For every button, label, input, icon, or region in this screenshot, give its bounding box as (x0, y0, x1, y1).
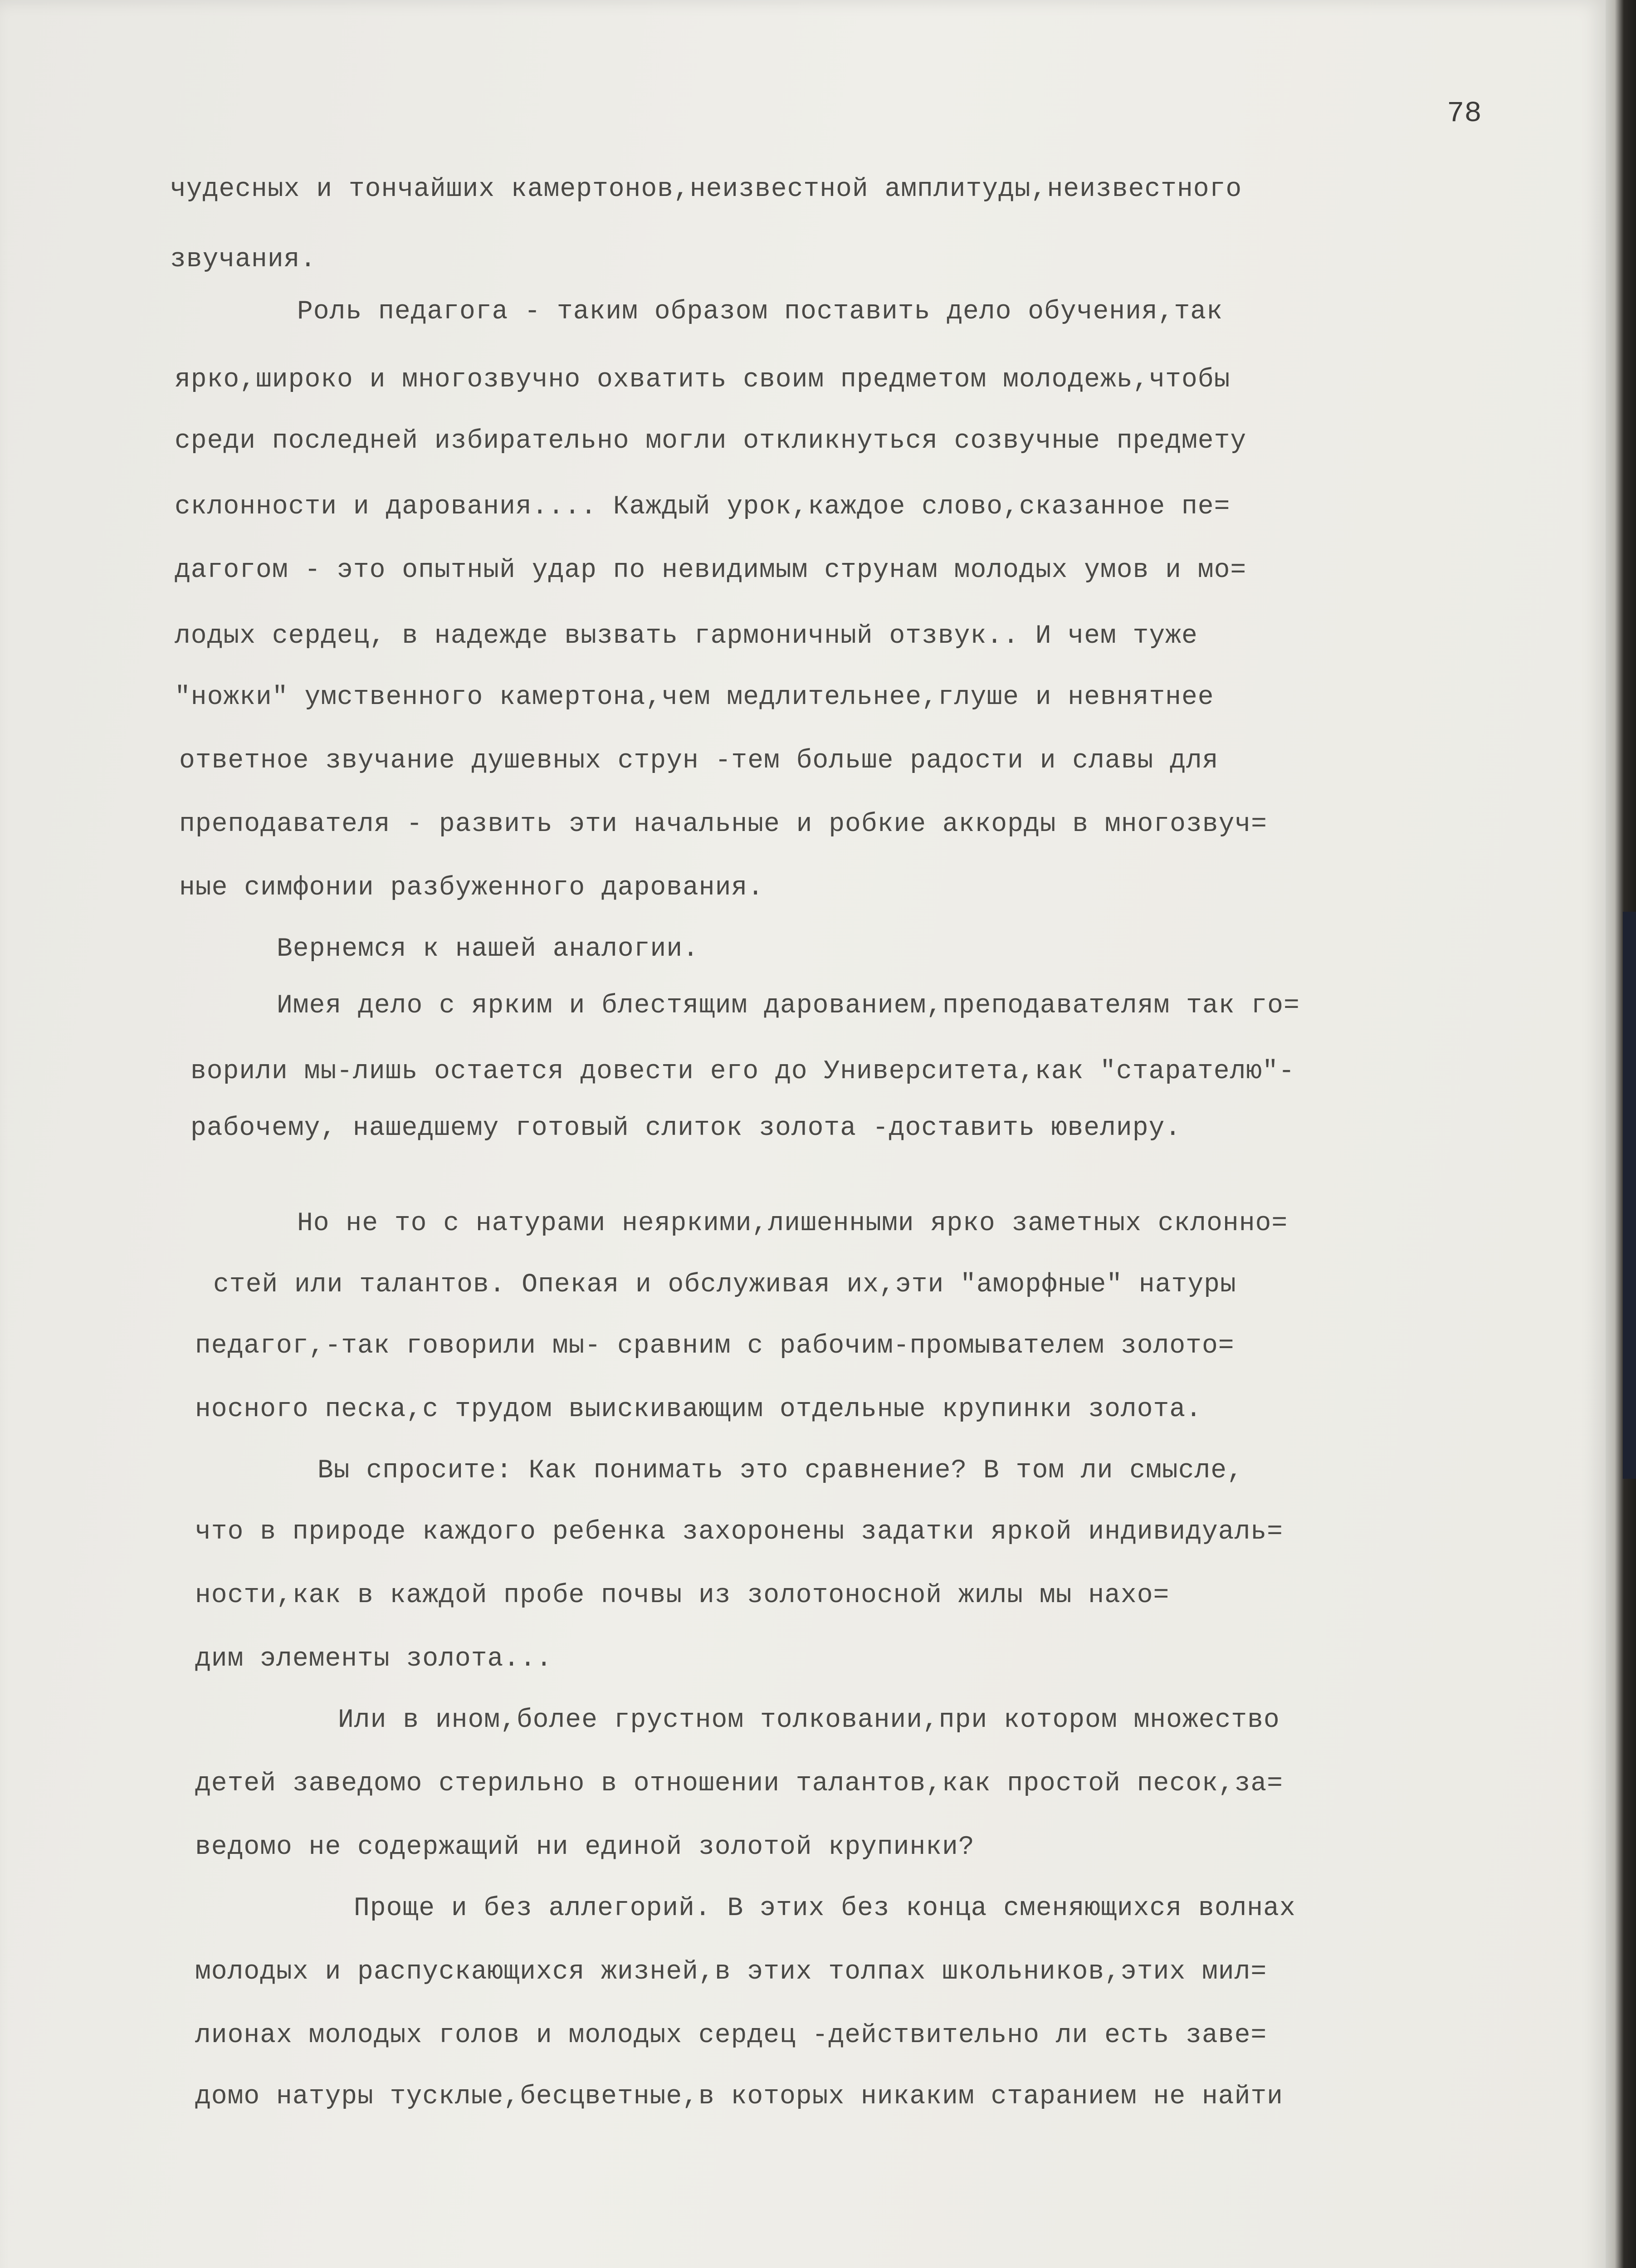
text-line: "ножки" умственного камертона,чем медлительнее,глуше и невнятнее (175, 683, 1214, 712)
text-line: лионах молодых голов и молодых сердец -действительно ли есть заве= (195, 2021, 1267, 2050)
text-line: детей заведомо стерильно в отношении талантов,как простой песок,за= (195, 1769, 1283, 1799)
binder-cover-edge (1623, 912, 1636, 1479)
text-line: ответное звучание душевных струн -тем больше радости и славы для (179, 746, 1219, 776)
page-number: 78 (1447, 98, 1482, 130)
text-line: звучания. (170, 245, 317, 274)
text-line: преподавателя - развить эти начальные и робкие аккорды в многозвуч= (179, 810, 1267, 839)
text-line: Проще и без аллегорий. В этих без конца сменяющихся волнах (354, 1894, 1296, 1923)
text-line: носного песка,с трудом выискивающим отдельные крупинки золота. (195, 1395, 1202, 1424)
text-line: чудесных и тончайших камертонов,неизвестной амплитуды,неизвестного (170, 175, 1242, 204)
text-line: ности,как в каждой пробе почвы из золотоносной жилы мы нахо= (195, 1581, 1170, 1610)
text-line: склонности и дарования.... Каждый урок,каждое слово,сказанное пе= (175, 492, 1231, 522)
text-line: ные симфонии разбуженного дарования. (179, 873, 764, 903)
text-line: Но не то с натурами неяркими,лишенными ярко заметных склонно= (297, 1209, 1288, 1238)
text-line: Роль педагога - таким образом поставить дело обучения,так (297, 297, 1223, 327)
text-line: педагог,-так говорили мы- сравним с рабочим-промывателем золото= (195, 1331, 1235, 1361)
text-line: Или в ином,более грустном толковании,при котором множество (338, 1706, 1280, 1735)
text-line: Вернемся к нашей аналогии. (277, 934, 699, 964)
text-line: что в природе каждого ребенка захоронены задатки яркой индивидуаль= (195, 1517, 1283, 1547)
text-line: дим элементы золота... (195, 1644, 552, 1674)
text-line: стей или талантов. Опекая и обслуживая их,эти "аморфные" натуры (213, 1270, 1236, 1300)
text-line: дагогом - это опытный удар по невидимым струнам молодых умов и мо= (175, 556, 1247, 585)
text-line: Вы спросите: Как понимать это сравнение? В том ли смысле, (317, 1456, 1243, 1486)
text-line: ведомо не содержащий ни единой золотой крупинки? (195, 1833, 975, 1862)
text-line: ворили мы-лишь остается довести его до Университета,как "старателю"- (190, 1057, 1295, 1086)
text-line: домо натуры тусклые,бесцветные,в которых никаким старанием не найти (195, 2082, 1283, 2112)
text-line: ярко,широко и многозвучно охватить своим предметом молодежь,чтобы (175, 365, 1231, 395)
text-line: молодых и распускающихся жизней,в этих толпах школьников,этих мил= (195, 1957, 1267, 1987)
text-line: Имея дело с ярким и блестящим дарованием,преподавателям так го= (277, 991, 1300, 1021)
text-line: среди последней избирательно могли откликнуться созвучные предмету (175, 426, 1247, 456)
text-line: рабочему, нашедшему готовый слиток золота -доставить ювелиру. (190, 1114, 1182, 1143)
text-line: лодых сердец, в надежде вызвать гармоничный отзвук.. И чем туже (175, 621, 1198, 651)
